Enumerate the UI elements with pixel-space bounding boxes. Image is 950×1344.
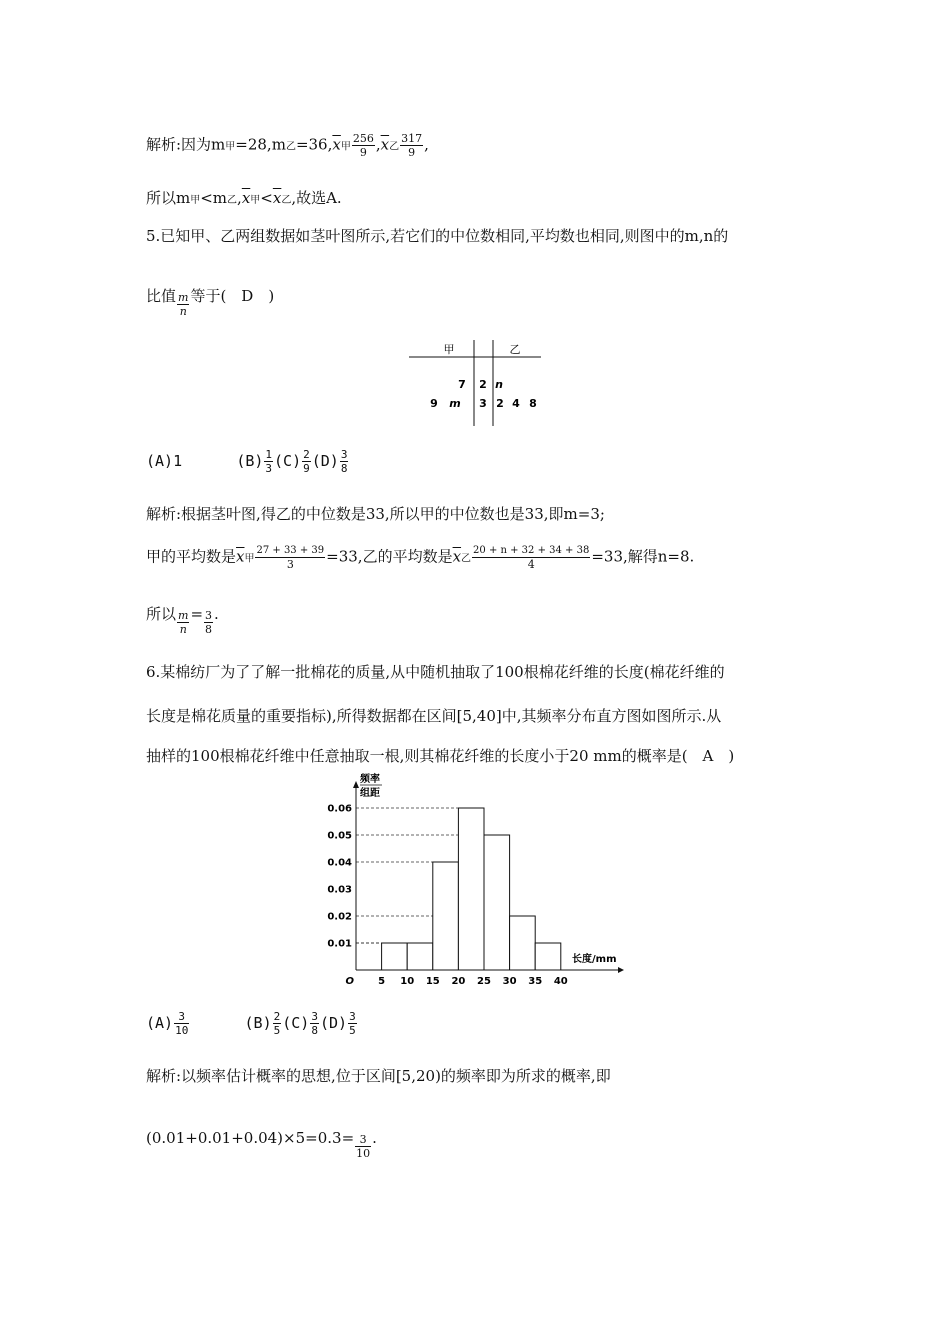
q6-stem-line3: 抽样的100根棉花纤维中任意抽取一根,则其棉花纤维的长度小于20 mm的概率是( A ): [146, 747, 735, 765]
q5-stem: 5.已知甲、乙两组数据如茎叶图所示,若它们的中位数相同,平均数也相同,则图中的m,n的: [146, 227, 729, 245]
stem-r2-stem: 3: [479, 397, 487, 410]
stem-r1-left: 7: [458, 378, 466, 391]
x-tick-label: 35: [528, 976, 543, 987]
q6-option-b: (B): [244, 1014, 272, 1032]
histogram-bar: [510, 916, 536, 970]
frequency-histogram: [326, 772, 626, 990]
sol6-line2: (0.01+0.01+0.04)×5=0.3= $\frac{3}{10}$ .: [146, 1129, 377, 1160]
x-tick-label: 20: [451, 976, 466, 987]
histogram-bar: [484, 835, 510, 970]
histogram-bar: [458, 808, 484, 970]
stem-leaf-diagram: [405, 338, 545, 430]
stem-r1-stem: 2: [479, 378, 487, 391]
histogram-bar: [407, 943, 433, 970]
y-tick-label: 0.03: [327, 884, 352, 896]
x-tick-label: 25: [477, 976, 491, 987]
sol5-line3: 所以 $\frac{m}{n}$ = $\frac{3}{8}$ .: [146, 605, 219, 636]
y-axis-arrow: [353, 781, 359, 788]
sol4-line2: 所以m甲<m乙$,\overline{x}$甲$<\overline{x}$乙,故选A.: [146, 189, 342, 207]
x-tick-label: 15: [425, 976, 440, 987]
y-axis-label-bottom: 组距: [360, 788, 380, 799]
q6-options: (A) $\frac{3}{10}$ (B) $\frac{2}{5}$ (C) $\frac{3}{8}$ (D) $\frac{3}{5}$: [146, 1010, 356, 1037]
q6-stem-line2: 长度是棉花质量的重要指标),所得数据都在区间[5,40]中,其频率分布直方图如图所示.从: [146, 707, 722, 725]
stem-r2-right1: 2: [496, 397, 504, 410]
histogram-bar: [535, 943, 561, 970]
sol5-line2: 甲的平均数是$\overline{x}$甲 $\frac{27 + 33 + 39}{3}$ =33,乙的平均数是$\overline{x}$乙 $\frac{20 + n + 32 + 34 + 38}{4}$ =33,解得n=8.: [146, 545, 695, 571]
x-axis-label: 长度/mm: [572, 954, 617, 965]
stem-head-left: 甲: [443, 343, 455, 356]
stem-r2-left1: 9: [430, 397, 438, 410]
x-tick-label: 40: [553, 976, 568, 987]
q6-stem-line1: 6.某棉纺厂为了了解一批棉花的质量,从中随机抽取了100根棉花纤维的长度(棉花纤维的: [146, 663, 725, 681]
q5-option-b: (B): [236, 452, 264, 470]
stem-r1-right: n: [495, 378, 503, 391]
stem-r2-right2: 4: [512, 397, 520, 410]
stem-head-right: 乙: [509, 343, 521, 356]
x-tick-label: 5: [378, 976, 386, 987]
q6-option-c: (C): [282, 1014, 310, 1032]
y-tick-label: 0.06: [327, 803, 352, 815]
sol4-line1: 解析:因为m甲=28,m乙$=36,\overline{x}$甲 $\frac{256}{9}$ $,\overline{x}$乙 $\frac{317}{9}$ ,: [146, 132, 429, 159]
q5-stem-line2: 比值 $\frac{m}{n}$ 等于( D ): [146, 287, 275, 318]
y-tick-label: 0.02: [327, 911, 352, 923]
q6-option-d: (D): [319, 1014, 348, 1032]
y-tick-label: 0.01: [327, 938, 352, 950]
q6-option-a: (A): [146, 1014, 174, 1032]
sol6-line1: 解析:以频率估计概率的思想,位于区间[5,20)的频率即为所求的概率,即: [146, 1067, 611, 1085]
stem-r2-left2: m: [449, 397, 461, 410]
origin-label: O: [345, 976, 354, 987]
x-tick-label: 30: [502, 976, 517, 987]
q5-option-a: (A)1: [146, 452, 183, 470]
q5-option-d: (D): [311, 452, 339, 470]
sol5-line1: 解析:根据茎叶图,得乙的中位数是33,所以甲的中位数也是33,即m=3;: [146, 505, 605, 523]
y-tick-label: 0.04: [327, 857, 352, 869]
y-tick-label: 0.05: [327, 830, 352, 842]
x-tick-label: 10: [400, 976, 415, 987]
histogram-bar: [382, 943, 408, 970]
x-axis-arrow: [618, 967, 624, 973]
histogram-bar: [433, 862, 459, 970]
stem-r2-right3: 8: [529, 397, 537, 410]
q5-options: (A)1 (B) $\frac{1}{3}$ (C) $\frac{2}{9}$ (D) $\frac{3}{8}$: [146, 448, 348, 475]
y-axis-label-top: 频率: [360, 774, 380, 785]
q5-option-c: (C): [274, 452, 302, 470]
